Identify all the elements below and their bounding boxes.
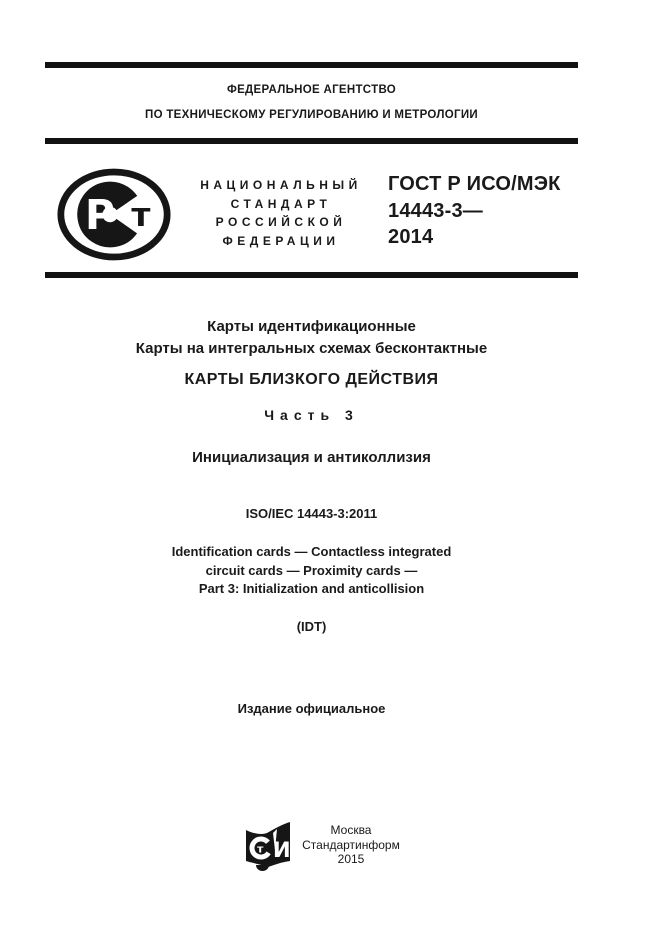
edition-note: Издание официальное xyxy=(237,701,386,716)
english-title-line: Part 3: Initialization and anticollision xyxy=(198,581,425,596)
national-standard-label xyxy=(193,176,369,250)
imprint-publisher: Стандартинформ xyxy=(302,837,400,852)
org-line: РОССИЙСКОЙ xyxy=(215,215,347,229)
standard-designation xyxy=(388,171,561,251)
svg-text:И: И xyxy=(273,838,291,862)
english-title xyxy=(45,543,578,599)
title-part-subject: Инициализация и антиколлизия xyxy=(192,449,431,466)
designation-line: 2014 xyxy=(388,226,434,248)
imprint-year: 2015 xyxy=(337,852,365,866)
org-line: НАЦИОНАЛЬНЫЙ xyxy=(200,178,362,192)
svg-text:Р: Р xyxy=(85,191,115,239)
title-main: КАРТЫ БЛИЗКОГО ДЕЙСТВИЯ xyxy=(184,371,439,388)
designation-line: 14443-3— xyxy=(388,199,483,222)
english-title-line: circuit cards — Proximity cards — xyxy=(205,562,418,578)
english-title-line: Identification cards — Contactless integrated xyxy=(171,544,452,559)
rst-conformity-mark-icon xyxy=(56,167,172,262)
middle-rule xyxy=(45,138,578,144)
svg-text:т: т xyxy=(257,842,264,856)
iso-reference: ISO/IEC 14443-3:2011 xyxy=(245,506,378,521)
imprint-city: Москва xyxy=(330,823,372,837)
designation-line: ГОСТ Р ИСО/МЭК xyxy=(388,173,561,195)
title-subtitle1: Карты идентификационные xyxy=(207,318,416,335)
org-line: СТАНДАРТ xyxy=(230,196,332,211)
svg-text:т: т xyxy=(131,195,151,235)
title-subtitle2: Карты на интегральных схемах бесконтактные xyxy=(135,340,488,357)
imprint-block xyxy=(301,823,401,867)
title-part: Часть 3 xyxy=(264,407,359,423)
idt-note: (IDT) xyxy=(296,619,327,634)
header-bottom-rule xyxy=(45,272,578,278)
standartinform-mark-icon xyxy=(244,820,292,874)
org-line: ФЕДЕРАЦИИ xyxy=(222,233,340,248)
agency-header-line1: ФЕДЕРАЛЬНОЕ АГЕНТСТВО xyxy=(226,84,397,96)
agency-header-line2: ПО ТЕХНИЧЕСКОМУ РЕГУЛИРОВАНИЮ И МЕТРОЛОГИИ xyxy=(145,109,478,121)
top-rule xyxy=(45,62,578,68)
